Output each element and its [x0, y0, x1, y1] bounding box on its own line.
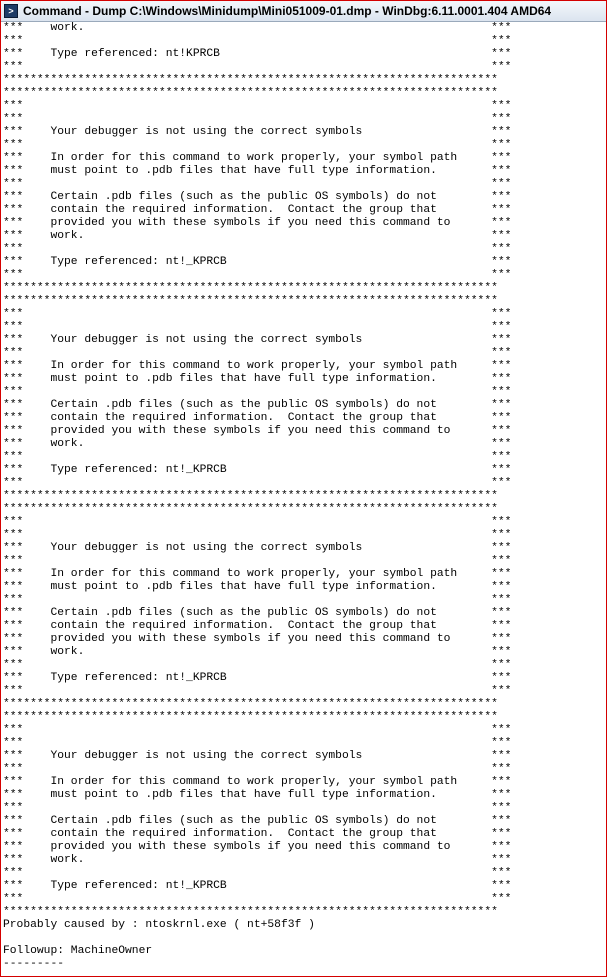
output-line: *** *** [3, 594, 512, 606]
output-line: ************************************************************************* [3, 282, 498, 294]
output-line: *** Certain .pdb files (such as the public OS symbols) do not *** [3, 191, 512, 203]
output-line: *** *** [3, 139, 512, 151]
output-line: *** Your debugger is not using the correct symbols *** [3, 542, 512, 554]
output-line: ************************************************************************* [3, 74, 498, 86]
output-line: *** *** [3, 269, 512, 281]
title-bar[interactable] [1, 1, 606, 22]
output-line: *** Certain .pdb files (such as the public OS symbols) do not *** [3, 815, 512, 827]
output-line: *** contain the required information. Contact the group that *** [3, 620, 512, 632]
output-line: *** *** [3, 685, 512, 697]
output-line: Followup: MachineOwner [3, 945, 153, 957]
output-line: --------- [3, 958, 65, 970]
output-line: *** Certain .pdb files (such as the public OS symbols) do not *** [3, 399, 512, 411]
output-line: *** contain the required information. Contact the group that *** [3, 204, 512, 216]
windbg-command-icon: > [4, 4, 18, 18]
command-output-pane[interactable] [3, 22, 604, 976]
output-line: *** *** [3, 35, 512, 47]
output-line: *** In order for this command to work properly, your symbol path *** [3, 152, 512, 164]
output-line: *** *** [3, 61, 512, 73]
output-line: *** *** [3, 113, 512, 125]
output-line: *** must point to .pdb files that have full type information. *** [3, 165, 512, 177]
output-line: *** must point to .pdb files that have full type information. *** [3, 373, 512, 385]
output-line: *** contain the required information. Contact the group that *** [3, 828, 512, 840]
output-line: *** *** [3, 867, 512, 879]
output-line: *** *** [3, 802, 512, 814]
output-line: *** In order for this command to work properly, your symbol path *** [3, 568, 512, 580]
output-line: *** must point to .pdb files that have full type information. *** [3, 581, 512, 593]
output-line: *** *** [3, 659, 512, 671]
output-line: *** contain the required information. Contact the group that *** [3, 412, 512, 424]
output-line: *** *** [3, 516, 512, 528]
output-line: *** work. *** [3, 646, 512, 658]
output-line: ************************************************************************* [3, 490, 498, 502]
output-line: *** work. *** [3, 22, 512, 34]
output-line: *** Your debugger is not using the correct symbols *** [3, 334, 512, 346]
output-line: *** *** [3, 737, 512, 749]
output-line: *** Type referenced: nt!KPRCB *** [3, 48, 512, 60]
output-line: *** must point to .pdb files that have full type information. *** [3, 789, 512, 801]
output-line: *** *** [3, 555, 512, 567]
window-title: Command - Dump C:\Windows\Minidump\Mini051009-01.dmp - WinDbg:6.11.0001.404 AMD64 [23, 4, 552, 18]
output-line: *** Type referenced: nt!_KPRCB *** [3, 880, 512, 892]
output-line: *** *** [3, 477, 512, 489]
output-line: *** Type referenced: nt!_KPRCB *** [3, 672, 512, 684]
output-line: *** provided you with these symbols if you need this command to *** [3, 217, 512, 229]
output-line: *** *** [3, 386, 512, 398]
output-line: *** Certain .pdb files (such as the public OS symbols) do not *** [3, 607, 512, 619]
output-line: *** *** [3, 308, 512, 320]
output-line: *** Your debugger is not using the correct symbols *** [3, 126, 512, 138]
output-line: *** *** [3, 178, 512, 190]
output-line: *** Type referenced: nt!_KPRCB *** [3, 256, 512, 268]
output-line: *** provided you with these symbols if you need this command to *** [3, 841, 512, 853]
output-line: ************************************************************************* [3, 906, 498, 918]
output-line: *** work. *** [3, 854, 512, 866]
output-line: *** *** [3, 724, 512, 736]
output-line: Probably caused by : ntoskrnl.exe ( nt+58f3f ) [3, 919, 315, 931]
output-line: *** work. *** [3, 230, 512, 242]
output-line: ************************************************************************* [3, 711, 498, 723]
output-line: *** *** [3, 451, 512, 463]
output-line: *** *** [3, 347, 512, 359]
output-line: *** *** [3, 763, 512, 775]
output-line: *** *** [3, 529, 512, 541]
output-line: ************************************************************************* [3, 87, 498, 99]
output-line: *** *** [3, 243, 512, 255]
output-line: ************************************************************************* [3, 503, 498, 515]
output-line: *** provided you with these symbols if you need this command to *** [3, 425, 512, 437]
output-line: *** Type referenced: nt!_KPRCB *** [3, 464, 512, 476]
output-line: ************************************************************************* [3, 698, 498, 710]
output-line [3, 932, 604, 945]
output-line: *** work. *** [3, 438, 512, 450]
output-line: *** In order for this command to work properly, your symbol path *** [3, 360, 512, 372]
output-line: *** Your debugger is not using the correct symbols *** [3, 750, 512, 762]
output-line: *** In order for this command to work properly, your symbol path *** [3, 776, 512, 788]
output-line: *** provided you with these symbols if you need this command to *** [3, 633, 512, 645]
output-line: ************************************************************************* [3, 295, 498, 307]
output-line: *** *** [3, 893, 512, 905]
output-line: *** *** [3, 321, 512, 333]
output-line: *** *** [3, 100, 512, 112]
